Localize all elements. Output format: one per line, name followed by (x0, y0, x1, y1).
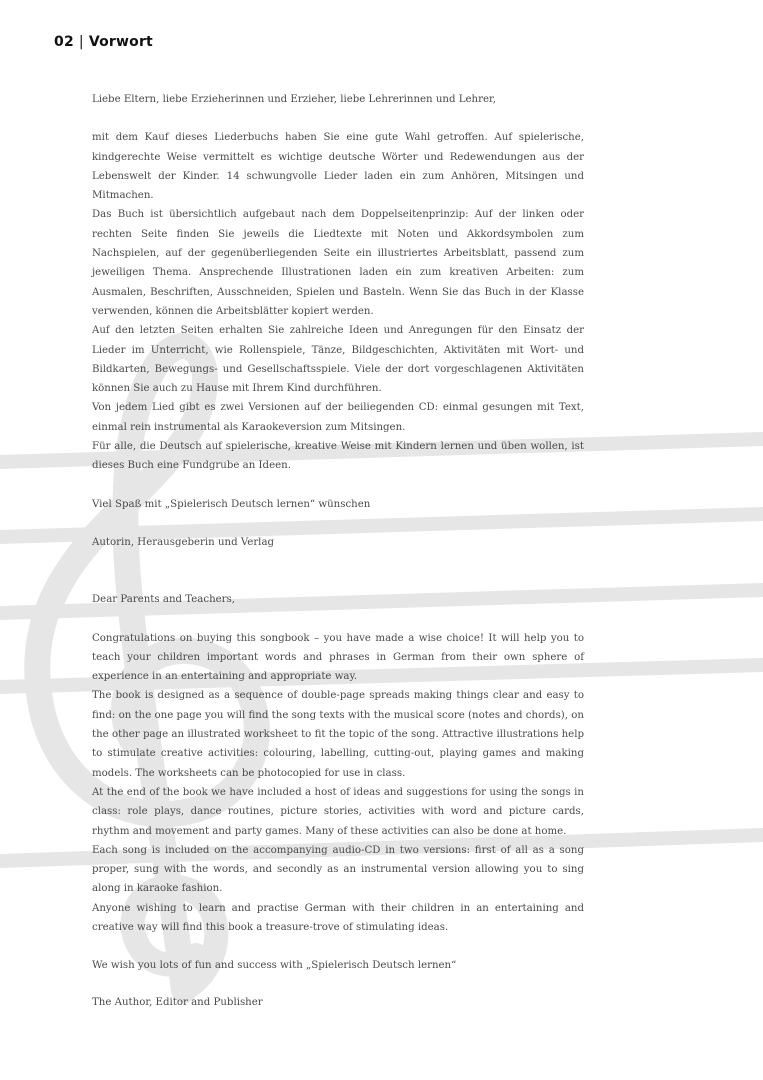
german-paragraph: Das Buch ist übersichtlich aufgebaut nach dem Doppelseitenprinzip: Auf der linken oder rechten Seite finden Sie jeweils die Liedtexte mit Noten und Akkordsymbolen zum Nachspielen, auf der gegenüberliegenden Seite ein illustriertes Arbeitsblatt, passend zum jeweiligen Thema. Ansprechende Illustrationen laden ein zum kreativen Arbeiten: zum Ausmalen, Beschriften, Ausschneiden, Spielen und Basteln. Wenn Sie das Buch in der Klasse verwenden, können die Arbeitsblätter kopiert werden. (92, 209, 584, 317)
german-paragraph: Von jedem Lied gibt es zwei Versionen auf der beiliegenden CD: einmal gesungen mit Text, einmal rein instrumental als Karaokeversion zum Mitsingen. (92, 402, 584, 433)
foreword-body (92, 90, 584, 1012)
english-salutation: Dear Parents and Teachers, (92, 594, 236, 606)
english-paragraph: Anyone wishing to learn and practise German with their children in an entertaining and creative way will find this book a treasure-trove of stimulating ideas. (92, 902, 584, 933)
german-paragraph: Für alle, die Deutsch auf spielerische, kreative Weise mit Kindern lernen und üben wollen, ist dieses Buch eine Fundgrube an Ideen. (92, 441, 584, 472)
english-closing: We wish you lots of fun and success with „Spielerisch Deutsch lernen“ (92, 960, 457, 972)
english-paragraph: At the end of the book we have included a host of ideas and suggestions for using the songs in class: role plays, dance routines, picture stories, activities with word and picture cards, rhythm and movement and party games. Many of these activities can also be done at home. (92, 786, 584, 837)
english-paragraph: The book is designed as a sequence of double-page spreads making things clear and easy to find: on the one page you will find the song texts with the musical score (notes and chords), on the other page an illustrated worksheet to fit the topic of the song. Attractive illustrations help to stimulate creative activities: colouring, labelling, cutting-out, playing games and making models. The worksheets can be photocopied for use in class. (92, 690, 584, 779)
german-salutation: Liebe Eltern, liebe Erzieherinnen und Erzieher, liebe Lehrerinnen und Lehrer, (92, 94, 496, 105)
page-number: 02 (54, 34, 74, 50)
page-header (54, 34, 153, 50)
english-paragraph: Each song is included on the accompanying audio-CD in two versions: first of all as a song proper, sung with the words, and secondly as an instrumental version allowing you to sing along in karaoke fashion. (92, 844, 584, 895)
german-closing: Viel Spaß mit „Spielerisch Deutsch lernen“ wünschen (92, 498, 371, 510)
header-separator: | (78, 34, 84, 50)
section-title: Vorwort (88, 34, 153, 50)
english-paragraph: Congratulations on buying this songbook – you have made a wise choice! It will help you to teach your children important words and phrases in German from their own sphere of experience in an entertaining and appropriate way. (92, 632, 584, 683)
english-signature: The Author, Editor and Publisher (92, 996, 263, 1008)
german-paragraph: Auf den letzten Seiten erhalten Sie zahlreiche Ideen und Anregungen für den Einsatz der Lieder im Unterricht, wie Rollenspiele, Tänze, Bildgeschichten, Aktivitäten mit Wort- und Bildkarten, Bewegungs- und Gesellschaftsspiele. Viele der dort vorgeschlagenen Aktivitäten können Sie auch zu Hause mit Ihrem Kind durchführen. (92, 325, 584, 395)
german-paragraph: mit dem Kauf dieses Liederbuchs haben Sie eine gute Wahl getroffen. Auf spielerische, kindgerechte Weise vermittelt es wichtige deutsche Wörter und Redewendungen aus der Lebenswelt der Kinder. 14 schwungvolle Lieder laden ein zum Anhören, Mitsingen und Mitmachen. (92, 132, 584, 202)
german-signature: Autorin, Herausgeberin und Verlag (92, 536, 275, 548)
